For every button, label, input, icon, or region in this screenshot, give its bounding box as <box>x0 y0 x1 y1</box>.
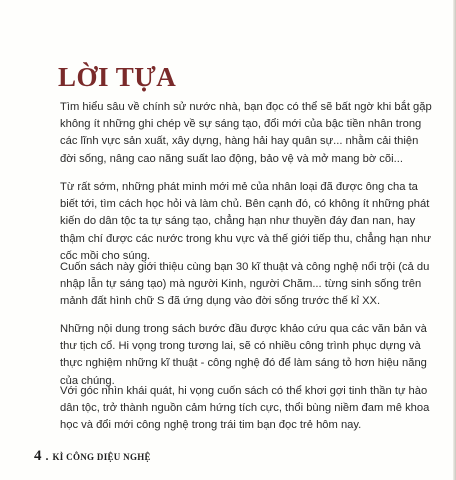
footer-separator: . <box>45 449 49 463</box>
paragraph-2: Từ rất sớm, những phát minh mới mẻ của nhân loại đã được ông cha ta biết tới, tìm cách học hỏi và làm chủ. Bên cạnh đó, có không ít những phát kiến do dân tộc ta tự sáng tạo, chẳng hạn như thuyền đáy đan nan, hay thậm chí được các nước trong khu vực và thế giới tiếp thu, chẳng hạn như cốc mồi cho súng. <box>60 181 432 262</box>
paragraph-4: Những nội dung trong sách bước đầu được khảo cứu qua các văn bản và thư tịch cổ. Hi vọng trong tương lai, sẽ có nhiều công trình phục dựng và thực nghiệm những kĩ thuật - công nghệ đó để làm sáng tỏ hơn hiệu năng của chúng. <box>60 323 427 387</box>
paragraph-5: Với góc nhìn khái quát, hi vọng cuốn sách có thể khơi gợi tinh thần tự hào dân tộc, trở thành nguồn cảm hứng tích cực, thổi bùng niềm đam mê khoa học và đổi mới công nghệ trong trái tim bạn đọc trẻ hôm nay. <box>60 385 430 432</box>
page-footer <box>34 448 151 465</box>
paragraph-1: Tìm hiểu sâu về chính sử nước nhà, bạn đọc có thể sẽ bất ngờ khi bắt gặp không ít những ghi chép về sự sáng tạo, đổi mới của bậc tiền nhân trong các lĩnh vực sản xuất, xây dựng, hàng hải hay quân sự... nhằm cải thiện đời sống, nâng cao năng suất lao động, bảo vệ và mở mang bờ cõi... <box>60 101 432 165</box>
page-number: 4 <box>34 448 42 464</box>
page-heading: LỜI TỰA <box>58 62 177 92</box>
book-title: KÌ CÔNG DIỆU NGHỆ <box>52 452 151 462</box>
paragraph-3: Cuốn sách này giới thiệu cùng bạn 30 kĩ thuật và công nghệ nổi trội (cả du nhập lẫn tự sáng tạo) mà người Kinh, người Chăm... từng sinh sống trên mảnh đất hình chữ S đã ứng dụng vào đời sống trước thế kỉ XX. <box>60 261 430 308</box>
